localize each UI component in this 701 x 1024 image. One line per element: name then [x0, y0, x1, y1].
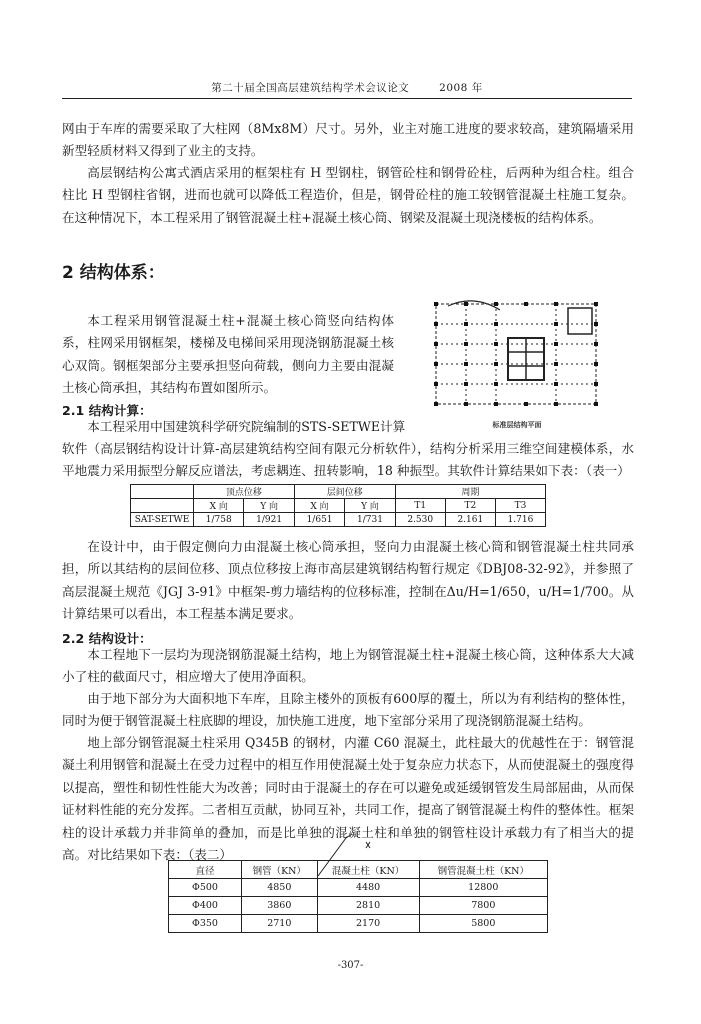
table-1-sub-header-row — [131, 499, 546, 513]
table-1-row-label: SAT-SETWE — [131, 513, 194, 527]
table-2-cell: 2810 — [317, 897, 419, 915]
table-1-corner-cell — [131, 485, 194, 499]
table-1-sub-header: T1 — [395, 499, 445, 513]
floor-plan-figure — [428, 292, 610, 432]
table-1-sub-header: Y 向 — [244, 499, 294, 513]
table-2-cell: 5800 — [419, 915, 547, 933]
paragraph-1: 网由于车库的需要采取了大柱网（8Mx8M）尺寸。另外，业主对施工进度的要求较高，建筑隔墙采用新型轻质材料又得到了业主的支持。 — [62, 121, 634, 159]
paragraph-6: 本工程地下一层均为现浇钢筋混凝土结构，地上为钢管混凝土柱+混凝土核心筒，这种体系大大减小了柱的截面尺寸，相应增大了使用净面积。 — [62, 647, 634, 685]
table-2-cell: Φ400 — [169, 897, 242, 915]
table-1-cell: 2.161 — [445, 513, 495, 527]
table-2-header-row — [169, 861, 548, 879]
paragraph-7: 由于地下部分为大面积地下车库，且除主楼外的顶板有600厚的覆土，所以为有利结构的整体性，同时为便于钢管混凝土柱底脚的埋设，加快施工进度，地下室部分采用了现浇钢筋混凝土结构。 — [62, 691, 634, 729]
section-title: 2 结构体系： — [62, 263, 165, 283]
subsection-2-1: 2.1 结构计算： — [62, 403, 152, 418]
table-1-cell: 2.530 — [395, 513, 445, 527]
table-1-group-header-row — [131, 485, 546, 499]
paragraph-8: 地上部分钢管混凝土柱采用 Q345B 的钢材，内灌 C60 混凝土，此柱最大的优越性在于：钢管混凝土利用钢管和混凝土在受力过程中的相互作用使混凝土处于复杂应力状态下，从而使混凝土的强度得以提高，塑性和韧性性能大为改善；同时由于混凝土的存在可以避免或延缓钢管发生局部屈曲，从而保证材料性能的充分发挥。二者相互贡献，协同互补，共同工作，提高了钢管混凝土构件的整体性。框架柱的设计承载力并非简单的叠加，而是比单独的混凝土柱和单独的钢管柱设计承载力有了相当大的提高。对比结果如下表：（表二） — [62, 735, 634, 863]
header-year: 2008 年 — [439, 82, 483, 94]
table-2 — [168, 860, 548, 933]
table-2-cell: 7800 — [419, 897, 547, 915]
table-2-header: 直径 — [169, 861, 242, 879]
table-2-cell: 3860 — [242, 897, 318, 915]
table-2-cell: 4480 — [317, 879, 419, 897]
subsection-2-2: 2.2 结构设计： — [62, 631, 152, 646]
table-2-cell: 12800 — [419, 879, 547, 897]
table-1-sub-header: T3 — [495, 499, 545, 513]
table-1-sub-header: X 向 — [194, 499, 244, 513]
table-1-sub-header: Y 向 — [345, 499, 395, 513]
table-1-data-row — [131, 513, 546, 527]
table-1-cell: 1/758 — [194, 513, 244, 527]
table-2-cell: 2710 — [242, 915, 318, 933]
header-rule — [62, 98, 632, 99]
table-2-row — [169, 879, 548, 897]
table-1-cell: 1/921 — [244, 513, 294, 527]
table-1-sub-header: T2 — [445, 499, 495, 513]
paragraph-2: 高层钢结构公寓式酒店采用的框架柱有 H 型钢柱，钢管砼柱和钢骨砼柱，后两种为组合柱。组合柱比 H 型钢柱省钢，进而也就可以降低工程造价，但是，钢骨砼柱的施工较钢管混凝土柱施工复杂。在这种情况下，本工程采用了钢管混凝土柱+混凝土核心筒、钢梁及混凝土现浇楼板的结构体系。 — [62, 165, 634, 225]
table-1-cell: 1/731 — [345, 513, 395, 527]
table-2-cell: 2170 — [317, 915, 419, 933]
paragraph-4-rest: 软件（高层钢结构设计计算-高层建筑结构空间有限元分析软件），结构分析采用三维空间建模体系，水平地震力采用振型分解反应谱法，考虑耦连、扭转影响，18 种振型。其软件计算结果如下表：（表一） — [62, 441, 634, 479]
table-2-header: 钢管混凝土柱（KN） — [419, 861, 547, 879]
paragraph-4-first-line: 本工程采用中国建筑科学研究院编制的STS-SETWE计算 — [87, 419, 406, 434]
table-2-cell: Φ500 — [169, 879, 242, 897]
header-title: 第二十届全国高层建筑结构学术会议论文 — [211, 82, 410, 94]
table-1-group-header: 层间位移 — [294, 485, 395, 499]
table-2-cell: 4850 — [242, 879, 318, 897]
table-2-row — [169, 897, 548, 915]
table-2-header: 混凝土柱（KN） — [317, 861, 419, 879]
table-1-cell: 1/651 — [294, 513, 344, 527]
table-1-cell: 1.716 — [495, 513, 545, 527]
table-2-row — [169, 915, 548, 933]
running-header — [62, 80, 632, 95]
table-1-group-header: 顶点位移 — [194, 485, 295, 499]
floor-plan-drawing — [428, 292, 610, 420]
figure-caption: 标准层结构平面 — [492, 420, 542, 429]
paragraph-5: 在设计中，由于假定侧向力由混凝土核心筒承担，竖向力由混凝土核心筒和钢管混凝土柱共同承担，所以其结构的层间位移、顶点位移按上海市高层建筑钢结构暂行规定《DBJ08-32-92》，并参照了高层混凝土规范《JGJ 3-91》中框架-剪力墙结构的位移标准，控制在Δu/H=1/650，u/H=1/700。从计算结果可以看出，本工程基本满足要求。 — [62, 539, 634, 622]
table-1 — [130, 484, 546, 527]
paragraph-3: 本工程采用钢管混凝土柱+混凝土核心筒竖向结构体系，柱网采用钢框架，楼梯及电梯间采用现浇钢筋混凝土核心双筒。钢框架部分主要承担竖向荷载，侧向力主要由混凝土核心筒承担，其结构布置如图所示。 — [62, 313, 394, 396]
table-1-sub-header: X 向 — [294, 499, 344, 513]
table-2-header: 钢管（KN） — [242, 861, 318, 879]
table-1-corner-cell — [131, 499, 194, 513]
table-1-group-header: 周期 — [395, 485, 545, 499]
table-2-cell: Φ350 — [169, 915, 242, 933]
page-number: -307- — [337, 960, 364, 971]
